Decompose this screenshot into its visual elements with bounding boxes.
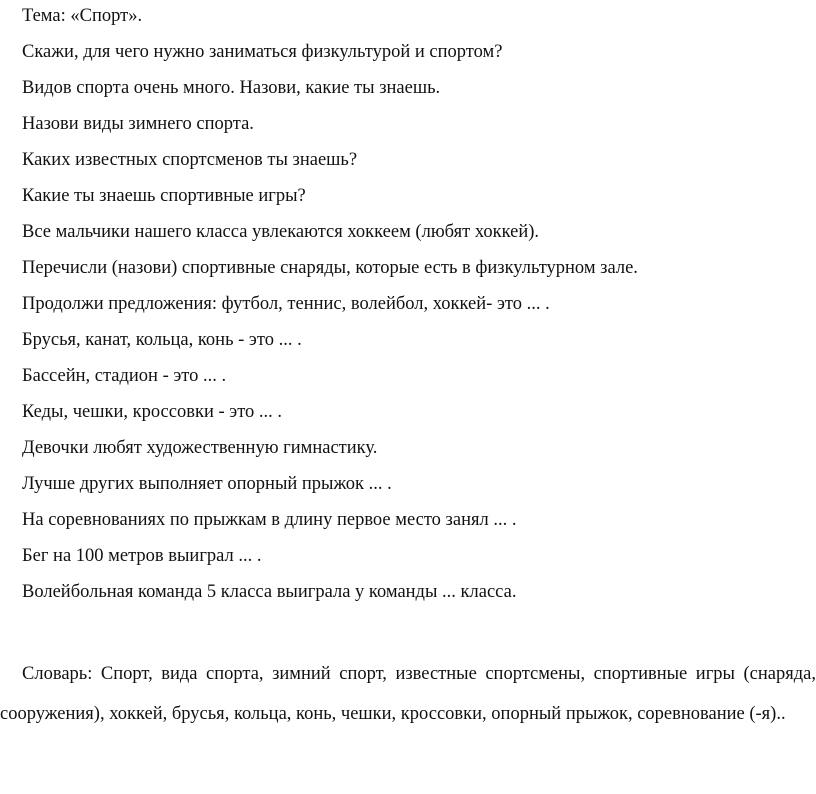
exercise-line: На соревнованиях по прыжкам в длину первое место занял ... . [22,510,517,530]
sentence-line: Все мальчики нашего класса увлекаются хоккеем (любят хоккей). [22,222,540,242]
question-line: Какие ты знаешь спортивные игры? [22,186,306,206]
question-line: Назови виды зимнего спорта. [22,114,254,134]
question-line: Видов спорта очень много. Назови, какие ты знаешь. [22,78,441,98]
task-line: Продолжи предложения: футбол, теннис, волейбол, хоккей- это ... . [22,294,550,314]
question-line: Каких известных спортсменов ты знаешь? [22,150,358,170]
question-line: Скажи, для чего нужно заниматься физкультурой и спортом? [22,42,503,62]
sentence-line: Девочки любят художественную гимнастику. [22,438,378,458]
exercise-line: Кеды, чешки, кроссовки - это ... . [22,402,283,422]
exercise-line: Бег на 100 метров выиграл ... . [22,546,262,566]
exercise-line: Брусья, канат, кольца, конь - это ... . [22,330,302,350]
exercise-line: Лучше других выполняет опорный прыжок ... . [22,474,392,494]
dictionary-paragraph: Словарь: Спорт, вида спорта, зимний спорт, известные спортсмены, спортивные игры (снаряда, сооружения), хоккей, брусья, кольца, конь, чешки, кроссовки, опорный прыжок, соревнование (-я).. [0,664,816,724]
exercise-line: Волейбольная команда 5 класса выиграла у команды ... класса. [22,582,517,602]
topic-line: Тема: «Спорт». [22,6,143,26]
exercise-line: Бассейн, стадион - это ... . [22,366,227,386]
task-line: Перечисли (назови) спортивные снаряды, которые есть в физкультурном зале. [22,258,638,278]
